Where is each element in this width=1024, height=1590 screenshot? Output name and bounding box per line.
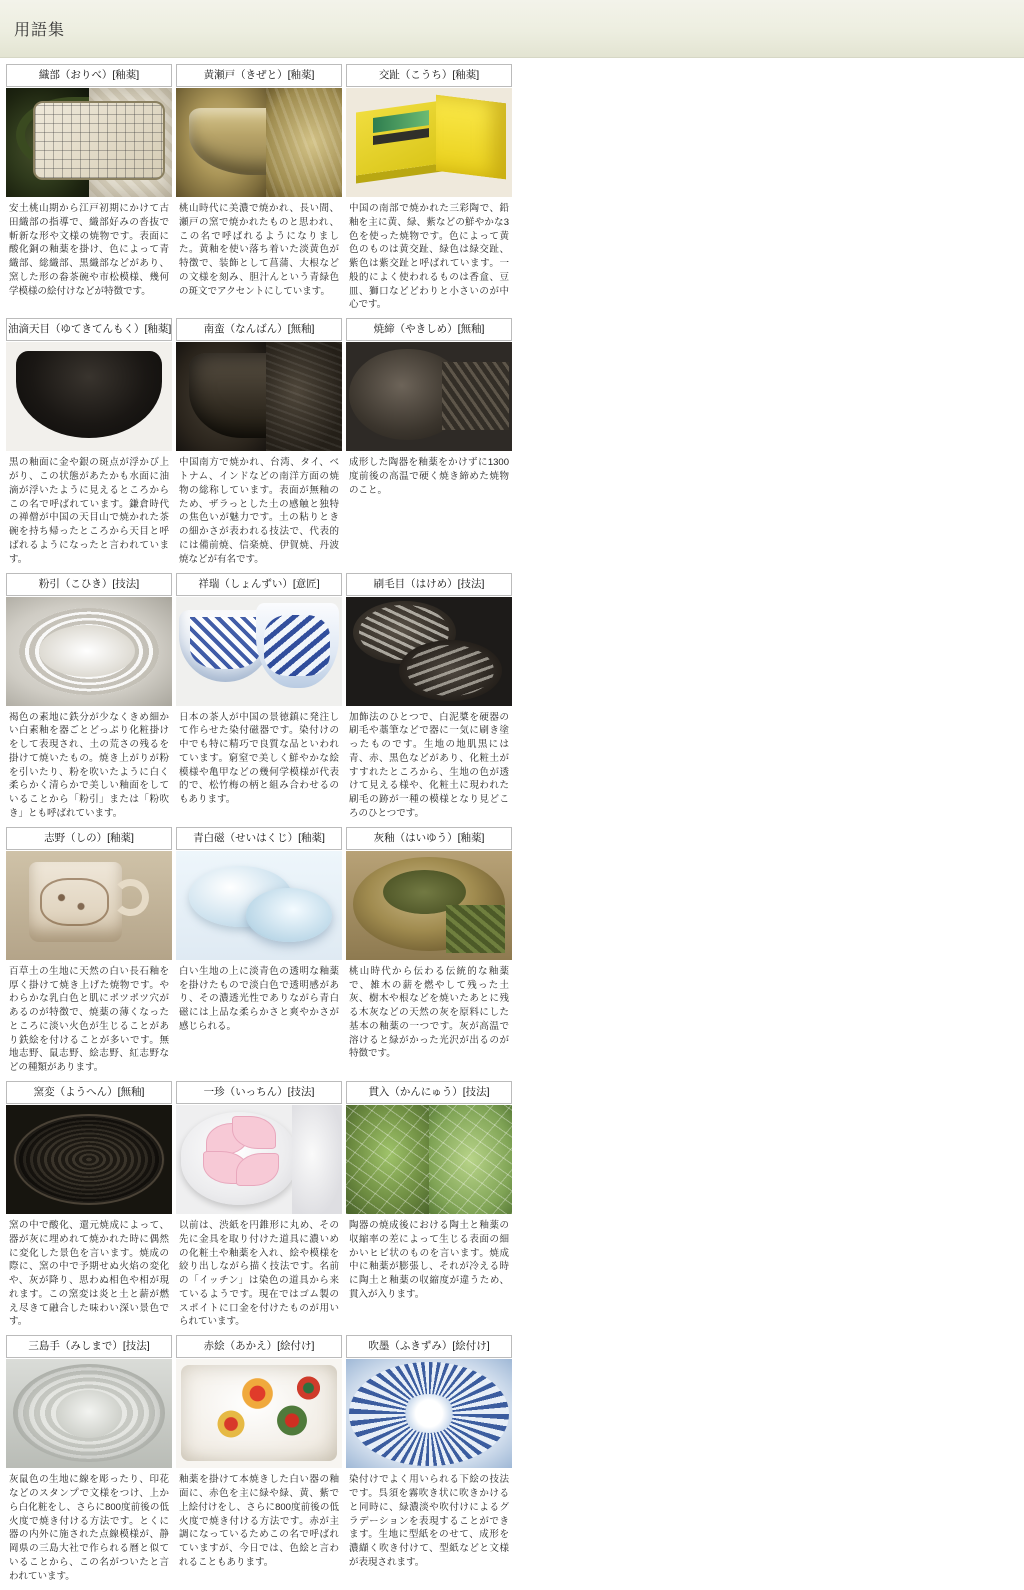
term-image-mishima	[6, 1359, 172, 1468]
term-image-kochi	[346, 88, 512, 197]
term-image-haiyu	[346, 851, 512, 960]
term-title: 灰釉（はいゆう）[釉薬]	[346, 827, 512, 850]
term-description: 窯の中で酸化、還元焼成によって、器が灰に埋めれて焼かれた時に偶然に変化した景色を言います。焼成の際に、窯の中で予期せぬ火焰の変化や、灰が降り、思わぬ相色や相が現れます。この窯変は炎と土と薪が燃え尽きて融合した味わい深い景色です。	[9, 1220, 169, 1328]
glossary-cell[interactable]	[346, 1335, 512, 1583]
term-image-hakeme	[346, 597, 512, 706]
term-title: 南蛮（なんばん）[無釉]	[176, 318, 342, 341]
glossary-cell[interactable]	[346, 827, 512, 1075]
right-row-1	[4, 827, 516, 1077]
term-description: 黒の釉面に金や銀の斑点が浮かび上がり、この状態があたかも水面に油滴が浮いたように見えるところからこの名で呼ばれています。鎌倉時代の禅僧が中国の天目山で焼かれた茶碗を持ち帰ったところから天目と呼ばれるようになったと言われています。	[9, 457, 169, 565]
term-description: 安土桃山期から江戸初期にかけて古田織部の指導で、織部好みの沓抜で斬新な形や文様の焼物です。表面に酸化銅の釉薬を掛け、色によって青織部、総織部、黒織部などがあり、窯した形の畚茶碗や市松模様、幾何学模様の絵付けなどが特徴です。	[9, 203, 169, 297]
term-title: 赤絵（あかえ）[絵付け]	[176, 1335, 342, 1358]
glossary-cell[interactable]	[346, 1081, 512, 1329]
term-image-kannyu	[346, 1105, 512, 1214]
left-row-1	[4, 64, 516, 314]
glossary-cell[interactable]	[176, 64, 342, 312]
glossary-cell[interactable]	[6, 1335, 172, 1583]
glossary-cell[interactable]	[6, 1081, 172, 1329]
term-description: 中国の南部で焼かれた三彩陶で、鉛釉を主に黄、緑、紫などの鮮やかな3色を使った焼物です。色によって黄色のものは黄交趾、緑色は緑交趾、紫色は紫交趾と呼ばれています。一般的によく使われるものは香盒、豆皿、獅口などどわりと小さいのが中心です。	[349, 203, 509, 311]
right-column	[4, 827, 516, 1590]
term-image-oribe	[6, 88, 172, 197]
term-description: 染付けでよく用いられる下絵の技法です。呉須を霧吹き状に吹きかけると同時に、緑濃淡や吹付けによるグラデーションを表現することができます。生地に型紙をのせて、成形を濃纈く吹き付けて、型紙などと文様が表現されます。	[349, 1474, 509, 1568]
term-title: 貫入（かんにゅう）[技法]	[346, 1081, 512, 1104]
glossary-cell[interactable]	[176, 318, 342, 566]
term-title: 黄瀬戸（きぜと）[釉薬]	[176, 64, 342, 87]
term-image-akae	[176, 1359, 342, 1468]
left-row-2	[4, 318, 516, 568]
term-description: 桃山時代から伝わる伝統的な釉薬で、雑木の薪を燃やして残った土灰、樹木や根などを焼いたあとに残る木灰などの天然の灰を原料にした基本の釉薬の一つです。灰が高温で溶けると緑がかった光沢が出るのが特徴です。	[349, 965, 509, 1060]
term-description: 日本の茶人が中国の景徳鎮に発注して作らせた染付磁器です。染付けの中でも特に精巧で良質な品といわれています。窮窒で美しく鮮やかな絵模様や亀甲などの幾何学模様が代表的で、松竹梅の柄と組み合わせるのもあります。	[179, 711, 339, 806]
term-description: 成形した陶器を釉薬をかけずに1300度前後の高温で硬く焼き締めた焼物のこと。	[349, 457, 509, 496]
term-description: 褐色の素地に鉄分が少なくきめ細かい白素釉を器ごとどっぷり化粧掛けをして表現され、土の荒さの残るを掛けて焼いたもの。焼き上がりが粉を引いたり、粉を吹いたように白く柔らかく清らかで美しい釉面をしていることから「粉引」または「粉吹き」とも呼ばれています。	[9, 711, 169, 819]
right-row-3	[4, 1335, 516, 1585]
term-title: 織部（おりべ）[釉薬]	[6, 64, 172, 87]
right-row-2	[4, 1081, 516, 1331]
term-description: 以前は、渋紙を円錐形に丸め、その先に金具を取り付けた道具に濃いめの化粧土や釉薬を入れ、絵や模様を絞り出しながら描く技法です。名前の「イッチン」は染色の道具から来ているようです。現在ではゴム製のスポイトに口金を付けたものが用いられています。	[179, 1220, 339, 1328]
term-title: 粉引（こひき）[技法]	[6, 573, 172, 596]
left-row-3	[4, 573, 516, 823]
term-description: 灰鼠色の生地に線を彫ったり、印花などのスタンプで文様をつけ、上から白化粧をし、さらに800度前後の低火度で焼き付ける方法です。とくに器の内外に施された点線模様が、静岡県の三島大社で作られる暦と似ていることから、この名がついたと言われています。	[9, 1474, 169, 1582]
term-title: 交趾（こうち）[釉薬]	[346, 64, 512, 87]
left-column	[4, 64, 516, 827]
term-image-shino	[6, 851, 172, 960]
term-description: 中国南方で焼かれ、台湾、タイ、ベトナム、インドなどの南洋方面の焼物の総称しています。表面が無釉のため、ザラっとした土の感触と独特の焦色いが魅力です。土の粘りときの細かさが表われる技法で、代表的には備前焼、信楽焼、伊賀焼、丹波焼などが有名です。	[179, 457, 339, 565]
term-image-yakishime	[346, 342, 512, 451]
glossary-cell[interactable]	[6, 64, 172, 312]
term-description: 加飾法のひとつで、白泥槳を硬器の刷毛や藁筆などで器に一気に刷き塗ったものです。生地の地肌黒には青、赤、黒色などがあり、化粧土がすすれたところから、生地の色が透けて見える様や、化粧土に現われた刷毛の跡が一種の模様となり見どころのひとつです。	[349, 711, 509, 819]
glossary-cell[interactable]	[176, 573, 342, 821]
term-image-kohiki	[6, 597, 172, 706]
term-description: 釉薬を掛けて本焼きした白い器の釉面に、赤色を主に緑や緑、黄、紫で上絵付けをし、さらに800度前後の低火度で焼き付ける方法です。赤が主調になっているためこの名で呼ばれていますが、今日では、色絵と言われることもあります。	[179, 1474, 339, 1568]
term-title: 吹墨（ふきずみ）[絵付け]	[346, 1335, 512, 1358]
glossary-cell[interactable]	[6, 573, 172, 821]
glossary-cell[interactable]	[346, 318, 512, 566]
page-header	[0, 0, 1024, 58]
glossary-grid	[0, 58, 1024, 1590]
term-title: 窯変（ようへん）[無釉]	[6, 1081, 172, 1104]
term-image-seihakuji	[176, 851, 342, 960]
term-image-yuteki-tenmoku	[6, 342, 172, 451]
glossary-cell[interactable]	[346, 64, 512, 312]
term-image-yohen	[6, 1105, 172, 1214]
glossary-cell[interactable]	[176, 1335, 342, 1583]
glossary-cell[interactable]	[346, 573, 512, 821]
term-description: 陶器の焼成後における陶土と釉薬の収縮率の差によって生じる表面の細かいヒビ状のものを言います。焼成中に釉薬が膨張し、それが冷える時に陶土と釉薬の収縮度が違うため、貫入が入ります。	[349, 1220, 509, 1300]
term-description: 百草土の生地に天然の白い長石釉を厚く掛けて焼き上げた焼物です。やわらかな乳白色と肌にポツポツ穴があるのが特徴で、焼薬の薄くなったところに淡い火色が生じることがあり鉄絵を付けることが多いです。無地志野、鼠志野、絵志野、紅志野などの種類があります。	[9, 965, 169, 1074]
glossary-cell[interactable]	[176, 827, 342, 1075]
term-image-shonzui	[176, 597, 342, 706]
page-title: 用語集	[14, 22, 66, 39]
glossary-cell[interactable]	[176, 1081, 342, 1329]
term-image-kiseto	[176, 88, 342, 197]
glossary-cell[interactable]	[6, 318, 172, 566]
term-title: 刷毛目（はけめ）[技法]	[346, 573, 512, 596]
term-image-fukizumi	[346, 1359, 512, 1468]
term-title: 志野（しの）[釉薬]	[6, 827, 172, 850]
glossary-cell[interactable]	[6, 827, 172, 1075]
term-title: 青白磁（せいはくじ）[釉薬]	[176, 827, 342, 850]
term-description: 桃山時代に美濃で焼かれ、長い間、瀬戸の窯で焼かれたものと思われ、この名で呼ばれるようになりました。黄釉を使い落ち着いた淡黄色が特徴で、装飾として菖蒲、大根などの文様を刻み、胆汁んという青緑色の斑文でアクセントにしています。	[179, 203, 339, 297]
term-title: 三島手（みしまで）[技法]	[6, 1335, 172, 1358]
term-title: 一珍（いっちん）[技法]	[176, 1081, 342, 1104]
term-title: 焼締（やきしめ）[無釉]	[346, 318, 512, 341]
term-image-icchin	[176, 1105, 342, 1214]
term-description: 白い生地の上に淡青色の透明な釉薬を掛けたもので淡白色で透明感があり、その濃透光性でありながら青白磁には上品な柔らかさと爽やかさが感じられる。	[179, 965, 339, 1032]
term-title: 油滴天目（ゆてきてんもく）[釉薬]	[6, 318, 172, 341]
term-title: 祥瑞（しょんずい）[意匠]	[176, 573, 342, 596]
term-image-nanban	[176, 342, 342, 451]
